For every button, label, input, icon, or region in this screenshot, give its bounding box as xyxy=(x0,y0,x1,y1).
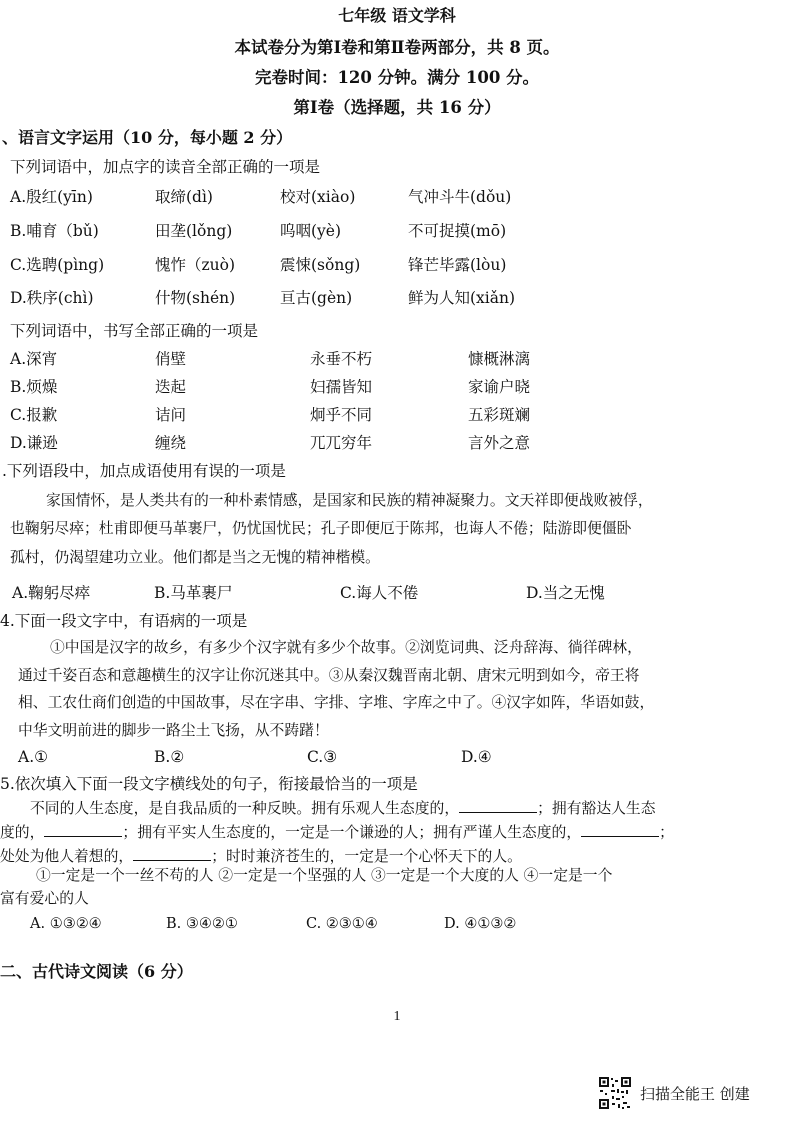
q4-paragraph-line: 中华文明前进的脚步一路尘土飞扬，从不踌躇！ xyxy=(18,722,329,739)
q5-text-line xyxy=(0,846,522,867)
q2-option: 迭起 xyxy=(155,378,187,396)
answer-blank[interactable] xyxy=(133,846,211,861)
q5-text-line xyxy=(0,822,674,843)
q2-option: 永垂不朽 xyxy=(310,350,373,368)
q5-text: 不同的人生态度，是自我品质的一种反映。拥有乐观人生态度的， xyxy=(30,800,460,817)
q1-option: 锋芒毕露(lòu) xyxy=(408,256,507,274)
q2-option: 缠绕 xyxy=(155,434,187,452)
q4-option: B.② xyxy=(154,748,185,766)
scanner-watermark: 扫描全能王 创建 xyxy=(640,1085,750,1103)
q2-option: 慷概淋漓 xyxy=(468,350,531,368)
q4-options xyxy=(18,747,518,769)
q3-option: C.诲人不倦 xyxy=(340,584,419,602)
q1-option: 震悚(sǒng) xyxy=(280,256,361,274)
q2-stem: 下列词语中，书写全部正确的一项是 xyxy=(10,322,259,340)
q5-text: ；拥有豁达人生态 xyxy=(537,800,656,817)
q5-option: D. ④①③② xyxy=(444,916,517,932)
q1-option: C.选聘(pìng) xyxy=(10,256,105,274)
q4-option: A.① xyxy=(18,748,49,766)
q5-text-line xyxy=(30,798,656,819)
q1-option: 校对(xiào) xyxy=(280,188,356,206)
q3-option: A.鞠躬尽瘁 xyxy=(12,584,91,602)
q5-text: ；时时兼济苍生的，一定是一个心怀天下的人。 xyxy=(211,848,522,865)
answer-blank[interactable] xyxy=(459,798,537,813)
q1-options xyxy=(10,187,570,317)
q1-option: 愧怍（zuò) xyxy=(155,256,236,274)
exam-time: 完卷时间：120 分钟。满分 100 分。 xyxy=(254,68,540,87)
q1-option: A.殷红(yīn) xyxy=(10,188,93,206)
q1-option: 呜咽(yè) xyxy=(280,222,342,240)
q2-option: B.烦燥 xyxy=(10,378,58,396)
qr-code-icon xyxy=(598,1076,632,1110)
q2-option: 妇孺皆知 xyxy=(310,378,373,396)
q2-option: C.报歉 xyxy=(10,406,58,424)
q5-option: C. ②③①④ xyxy=(306,916,378,932)
q3-option: D.当之无愧 xyxy=(526,584,605,602)
q2-option: 五彩斑斓 xyxy=(468,406,531,424)
answer-blank[interactable] xyxy=(44,822,122,837)
page-number: 1 xyxy=(393,1009,401,1024)
section-2-title: 二、古代诗文阅读（6 分） xyxy=(0,962,193,981)
q1-option: 什物(shén) xyxy=(155,289,236,307)
q5-option: A. ①③②④ xyxy=(30,916,102,932)
q1-option: B.哺育（bǔ) xyxy=(10,222,99,240)
q5-text: 度的， xyxy=(0,824,45,841)
q3-paragraph-line: 孤村，仍渴望建功立业。他们都是当之无愧的精神楷模。 xyxy=(10,549,380,566)
q5-choices-line: ①一定是一个一丝不苟的人 ②一定是一个坚强的人 ③一定是一个大度的人 ④一定是一个 xyxy=(36,867,613,884)
q4-paragraph-line: ①中国是汉字的故乡，有多少个汉字就有多少个故事。②浏览词典、泛舟辞海、徜徉碑林， xyxy=(50,639,642,656)
q5-text: ； xyxy=(659,824,674,841)
q5-options xyxy=(30,914,590,936)
q2-option: D.谦逊 xyxy=(10,434,58,452)
q2-option: 俏壁 xyxy=(155,350,187,368)
q1-option: 鲜为人知(xiǎn) xyxy=(408,289,516,307)
q2-option: 诘问 xyxy=(155,406,187,424)
q5-choices-line: 富有爱心的人 xyxy=(0,890,89,907)
q2-option: 兀兀穷年 xyxy=(310,434,373,452)
grade-subject: 七年级 语文学科 xyxy=(338,6,456,25)
q1-option: 气冲斗牛(dǒu) xyxy=(408,188,512,206)
q4-option: C.③ xyxy=(307,748,338,766)
q5-text: 处处为他人着想的， xyxy=(0,848,134,865)
q3-paragraph-line: 家国情怀，是人类共有的一种朴素情感，是国家和民族的精神凝聚力。文天祥即便战败被俘， xyxy=(46,492,653,509)
q3-options xyxy=(12,583,632,605)
q4-paragraph-line: 通过千姿百态和意趣横生的汉字让你沉迷其中。③从秦汉魏晋南北朝、唐宋元明到如今，帝王将 xyxy=(18,667,640,684)
q2-options xyxy=(10,349,570,459)
q3-stem: .下列语段中，加点成语使用有误的一项是 xyxy=(2,462,286,480)
q4-option: D.④ xyxy=(461,748,492,766)
q2-option: 家谕户晓 xyxy=(468,378,531,396)
q5-stem: 5.依次填入下面一段文字横线处的句子，衔接最恰当的一项是 xyxy=(0,775,418,793)
q1-option: 田垄(lǒng) xyxy=(155,222,233,240)
q5-text: ；拥有平实人生态度的，一定是一个谦逊的人；拥有严谨人生态度的， xyxy=(122,824,582,841)
q4-stem: 4.下面一段文字中，有语病的一项是 xyxy=(0,612,248,630)
q1-option: 不可捉摸(mō) xyxy=(408,222,507,240)
q1-option: D.秩序(chì) xyxy=(10,289,94,307)
q2-option: 炯乎不同 xyxy=(310,406,373,424)
q1-stem: 下列词语中，加点字的读音全部正确的一项是 xyxy=(10,158,321,176)
q1-option: 取缔(dì) xyxy=(155,188,213,206)
answer-blank[interactable] xyxy=(581,822,659,837)
q2-option: A.深宵 xyxy=(10,350,58,368)
exam-intro: 本试卷分为第Ⅰ卷和第Ⅱ卷两部分，共 8 页。 xyxy=(234,38,560,57)
q4-paragraph-line: 相、工农仕商们创造的中国故事，尽在字串、字排、字堆、字库之中了。④汉字如阵，华语如鼓， xyxy=(18,694,655,711)
q1-option: 亘古(gèn) xyxy=(280,289,353,307)
q3-option: B.马革裹尸 xyxy=(154,584,233,602)
q2-option: 言外之意 xyxy=(468,434,531,452)
section-1-title: 、语言文字运用（10 分，每小题 2 分） xyxy=(2,128,293,147)
volume-1-title: 第Ⅰ卷（选择题，共 16 分） xyxy=(293,98,501,117)
q3-paragraph-line: 也鞠躬尽瘁；杜甫即便马革裹尸，仍忧国忧民；孔子即便厄于陈邦，也诲人不倦；陆游即便僵卧 xyxy=(10,520,632,537)
q5-option: B. ③④②① xyxy=(166,916,238,932)
